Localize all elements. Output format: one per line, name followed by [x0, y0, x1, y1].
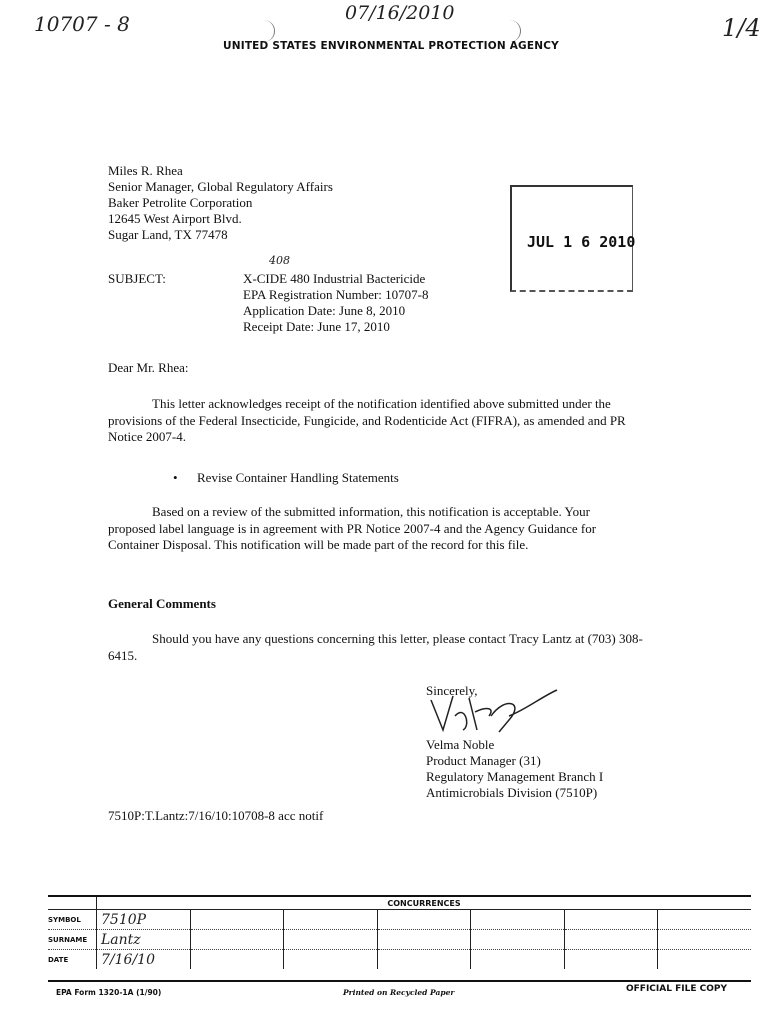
handwritten-date: 07/16/2010: [345, 2, 455, 24]
subject-label: SUBJECT:: [108, 271, 166, 286]
table-row: [48, 950, 751, 970]
bullet-item: • Revise Container Handling Statements: [197, 470, 399, 486]
subject-line: Application Date: June 8, 2010: [243, 303, 406, 318]
official-file-copy: OFFICIAL FILE COPY: [626, 984, 727, 994]
handwritten-reg-number: 10707 - 8: [34, 12, 130, 36]
body-paragraph-3: Should you have any questions concerning this letter, please contact Tracy Lantz at (703) 308-6415.: [108, 631, 643, 663]
recipient-line: Baker Petrolite Corporation: [108, 195, 253, 210]
subject-block: [243, 271, 429, 335]
hole-punch-mark-left: [262, 20, 275, 42]
subject-line: EPA Registration Number: 10707-8: [243, 287, 429, 302]
concurrences-title: CONCURRENCES: [97, 897, 752, 910]
signatory-line: Antimicrobials Division (7510P): [426, 785, 598, 800]
body-paragraph-2: Based on a review of the submitted information, this notification is acceptable. Your proposed label language is in agreement with PR Notice 2007-4 and the Agency Guidance for Container Disposal. This notification will be made part of the record for this file.: [108, 504, 597, 552]
general-comments-heading: General Comments: [108, 596, 216, 611]
date-value: 7/16/10: [97, 950, 191, 970]
routing-code: 7510P:T.Lantz:7/16/10:10708-8 acc notif: [108, 808, 324, 823]
signatory-line: Regulatory Management Branch I: [426, 769, 604, 784]
table-row: [48, 910, 751, 930]
recipient-address: [108, 163, 333, 243]
handwritten-page-count: 1/4: [722, 14, 761, 42]
symbol-value: 7510P: [97, 910, 191, 930]
body-paragraph-1: This letter acknowledges receipt of the notification identified above submitted under the provisions of the Federal Insecticide, Fungicide, and Rodenticide Act (FIFRA), as amended and PR Notice 2007-4.: [108, 396, 626, 444]
recipient-line: Sugar Land, TX 77478: [108, 227, 228, 242]
row-label: SYMBOL: [48, 910, 97, 930]
recipient-line: Miles R. Rhea: [108, 163, 183, 178]
signatory-line: Product Manager (31): [426, 753, 541, 768]
subject-line: Receipt Date: June 17, 2010: [243, 319, 390, 334]
form-bottom-rule: [48, 980, 751, 982]
stamp-date: JUL 1 6 2010: [527, 233, 636, 251]
signature-image: [425, 686, 565, 738]
signatory-line: Velma Noble: [426, 737, 495, 752]
closing-sincerely: Sincerely,: [426, 683, 478, 698]
recipient-line: 12645 West Airport Blvd.: [108, 211, 242, 226]
form-number: EPA Form 1320-1A (1/90): [56, 988, 162, 997]
table-row: [48, 930, 751, 950]
row-label: DATE: [48, 950, 97, 970]
surname-value: Lantz: [97, 930, 191, 950]
recycled-paper-note: Printed on Recycled Paper: [343, 988, 455, 997]
handwritten-correction: 408: [269, 254, 290, 267]
row-label: SURNAME: [48, 930, 97, 950]
subject-line: X-CIDE 480 Industrial Bactericide: [243, 271, 426, 286]
recipient-line: Senior Manager, Global Regulatory Affairs: [108, 179, 333, 194]
hole-punch-mark-right: [508, 20, 521, 42]
agency-header: UNITED STATES ENVIRONMENTAL PROTECTION AGENCY: [223, 40, 559, 52]
signatory-block: [426, 737, 603, 801]
salutation: Dear Mr. Rhea:: [108, 360, 189, 375]
concurrences-table: [48, 895, 751, 969]
